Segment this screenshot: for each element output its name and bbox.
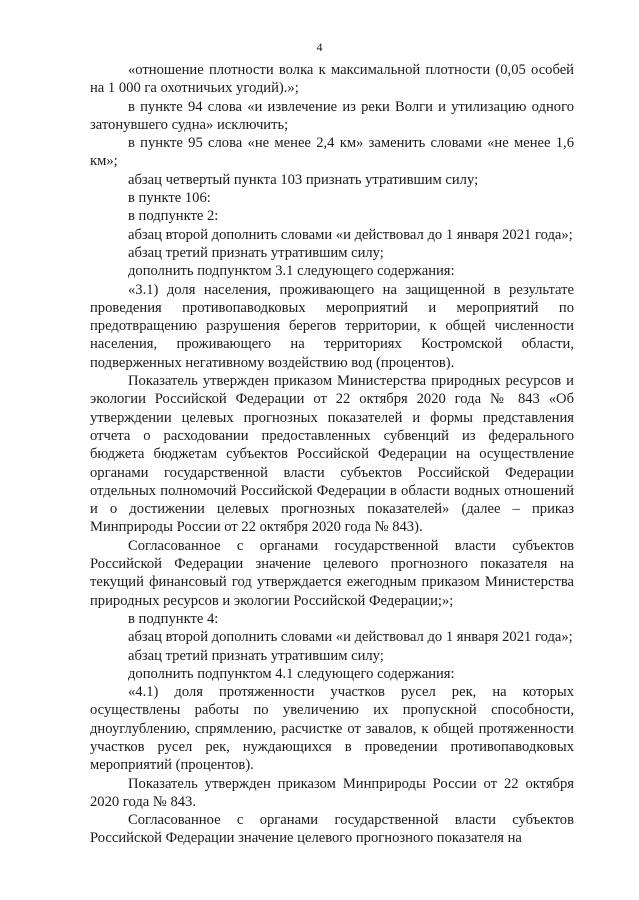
paragraph-18: Показатель утвержден приказом Минприроды России от 22 октября 2020 года № 843. xyxy=(90,775,574,810)
paragraph-1: «отношение плотности волка к максимальной плотности (0,05 особей на 1 000 га охотничьих угодий).»; xyxy=(90,62,574,97)
paragraph-17: «4.1) доля протяженности участков русел рек, на которых осуществлены работы по увеличению их пропускной способности, дноуглублению, спрямлению, расчистке от завалов, к общей протяженности участков русел рек, нуждающихся в проведении противопаводковых мероприятий (процентов). xyxy=(90,684,574,774)
paragraph-14: абзац второй дополнить словами «и действовал до 1 января 2021 года»; xyxy=(128,629,573,646)
paragraph-15: абзац третий признать утратившим силу; xyxy=(128,647,384,664)
paragraph-12: Согласованное с органами государственной власти субъектов Российской Федерации значение целевого прогнозного показателя на текущий финансовый год утверждается ежегодным приказом Министерства природных ресурсов и экологии Российской Федерации;»; xyxy=(90,537,574,609)
paragraph-8: абзац третий признать утратившим силу; xyxy=(128,244,384,261)
paragraph-11: Показатель утвержден приказом Министерства природных ресурсов и экологии Российской Федерации от 22 октября 2020 года № 843 «Об утверждении целевых прогнозных показателей и формы представления отчета о расходовании предоставленных субвенций из федерального бюджета бюджетам субъектов Российской Федерации на осуществление органами государственной власти субъектов Российской Федерации отдельных полномочий Российской Федерации в области водных отношений и о достижении целевых прогнозных показателей» (далее – приказ Минприроды России от 22 октября 2020 года № 843). xyxy=(90,373,574,536)
paragraph-19: Согласованное с органами государственной власти субъектов Российской Федерации значение целевого прогнозного показателя на xyxy=(90,812,574,847)
paragraph-2: в пункте 94 слова «и извлечение из реки Волги и утилизацию одного затонувшего судна» исключить; xyxy=(90,98,574,133)
paragraph-6: в подпункте 2: xyxy=(128,208,219,225)
paragraph-5: в пункте 106: xyxy=(128,190,211,207)
paragraph-3: в пункте 95 слова «не менее 2,4 км» заменить словами «не менее 1,6 км»; xyxy=(90,135,574,170)
paragraph-10: «3.1) доля населения, проживающего на защищенной в результате проведения противопаводковых мероприятий и мероприятий по предотвращению разрушения берегов территории, к общей численности населения, проживающего на территориях Костромской области, подверженных негативному воздействию вод (процентов). xyxy=(90,281,574,371)
body-text xyxy=(90,61,574,848)
page-number: 4 xyxy=(316,40,323,54)
paragraph-7: абзац второй дополнить словами «и действовал до 1 января 2021 года»; xyxy=(128,226,573,243)
paragraph-16: дополнить подпунктом 4.1 следующего содержания: xyxy=(128,665,455,682)
paragraph-4: абзац четвертый пункта 103 признать утратившим силу; xyxy=(128,171,479,188)
paragraph-9: дополнить подпунктом 3.1 следующего содержания: xyxy=(128,263,455,280)
paragraph-13: в подпункте 4: xyxy=(128,610,219,627)
